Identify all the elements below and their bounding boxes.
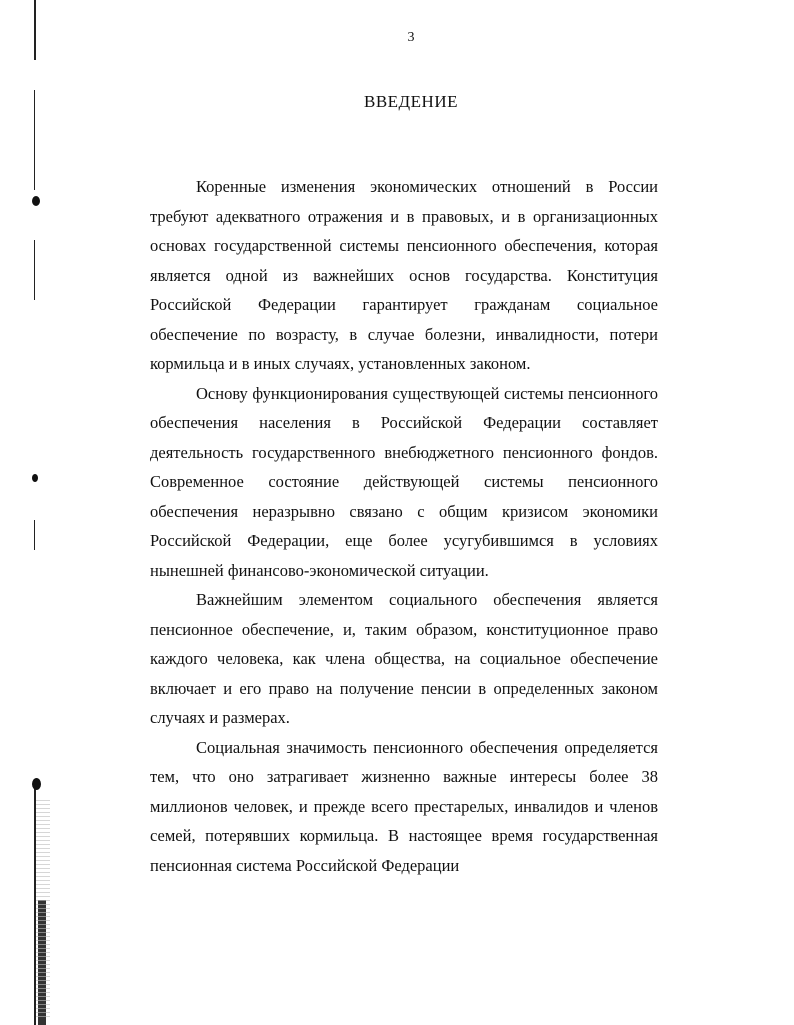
scan-edge-line bbox=[34, 520, 35, 550]
page-title: ВВЕДЕНИЕ bbox=[364, 92, 458, 111]
paragraph: Социальная значимость пенсионного обеспечения определяется тем, что оно затрагивает жизненно важные интересы более 38 миллионов человек, и прежде всего престарелых, инвалидов и членов семей, потерявших кормильца. В настоящее время государственная пенсионная система Российской Федерации bbox=[150, 737, 658, 875]
scan-mark bbox=[32, 196, 40, 206]
body-text bbox=[150, 172, 658, 880]
paragraph: Важнейшим элементом социального обеспечения является пенсионное обеспечение, и, таким образом, конституционное право каждого человека, как члена общества, на социальное обеспечение включает и его право на получение пенсии в определенных законом случаях и размерах. bbox=[150, 590, 658, 727]
paragraph: Коренные изменения экономических отношений в России требуют адекватного отражения и в правовых, и в организационных основах государственной системы пенсионного обеспечения, которая является одной из важнейших основ государства. Конституция Российской Федерации гарантирует гражданам социальное обеспечение по возрасту, в случае болезни, инвалидности, потери кормильца и в иных случаях, установленных законом. bbox=[150, 177, 658, 373]
paragraph: Основу функционирования существующей системы пенсионного обеспечения населения в Российской Федерации составляет деятельность государственного внебюджетного пенсионного фондов. Современное состояние действующей системы пенсионного обеспечения неразрывно связано с общим кризисом экономики Российской Федерации, еще более усугубившимся в условиях нынешней финансово-экономической ситуации. bbox=[150, 383, 658, 580]
scan-edge-line bbox=[34, 240, 35, 300]
page-number: 3 bbox=[407, 30, 415, 45]
scan-mark bbox=[32, 474, 38, 482]
scan-mark bbox=[32, 778, 41, 790]
scan-noise bbox=[36, 800, 50, 1020]
